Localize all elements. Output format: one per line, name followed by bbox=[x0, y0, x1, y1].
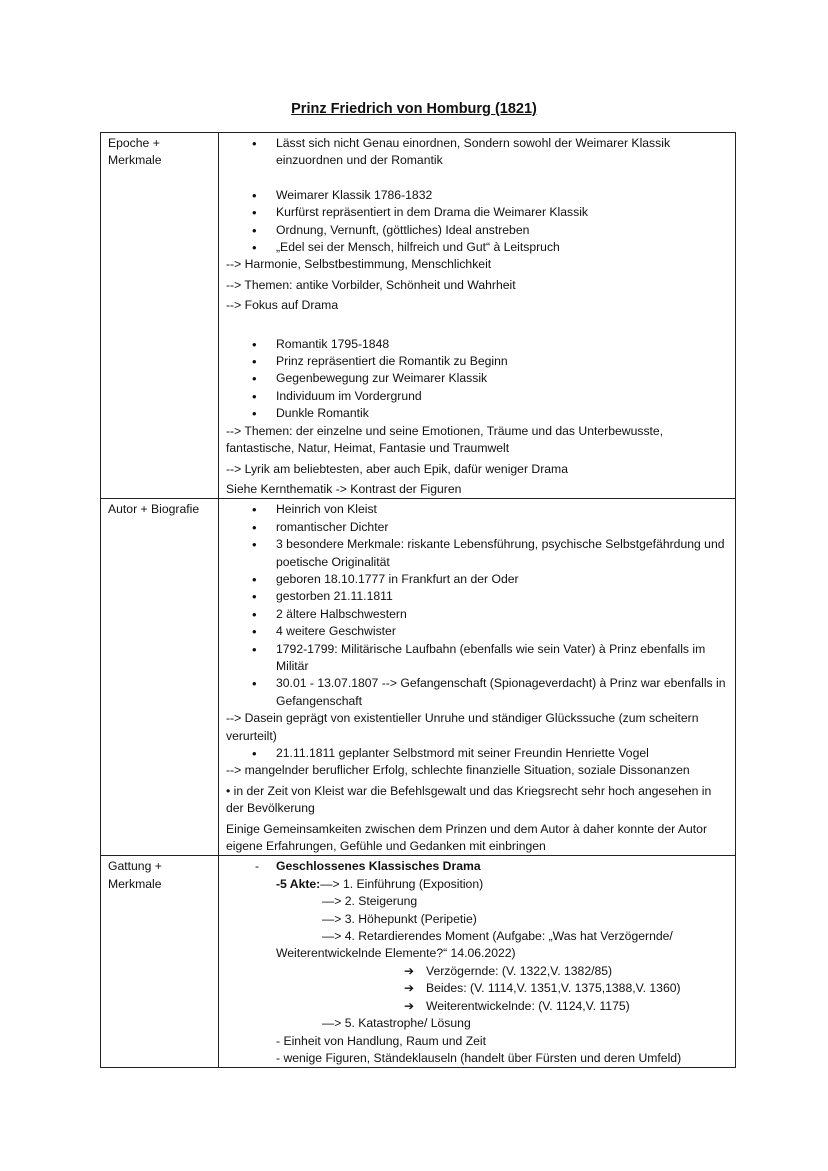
act-item: —> 2. Steigerung bbox=[322, 894, 418, 909]
row-content-epoche bbox=[219, 133, 736, 499]
list-item: • romantischer Dichter bbox=[226, 519, 729, 536]
list-item: • geboren 18.10.1777 in Frankfurt an der Oder bbox=[226, 571, 729, 588]
row-content-autor bbox=[219, 499, 736, 856]
text-line: --> Themen: der einzelne und seine Emotionen, Träume und das Unterbewusste, fantastische, Natur, Heimat, Fantasie und Traumwelt bbox=[226, 423, 664, 456]
act-item: —> 1. Einführung (Exposition) bbox=[320, 876, 484, 891]
list-item: • 3 besondere Merkmale: riskante Lebensführung, psychische Selbstgefährdung und poetische Originalität bbox=[226, 536, 729, 571]
table-row-autor bbox=[101, 499, 736, 856]
text-line: --> mangelnder beruflicher Erfolg, schlechte finanzielle Situation, soziale Dissonanzen bbox=[226, 763, 690, 778]
acts-line bbox=[226, 876, 729, 893]
list-item: • Gegenbewegung zur Weimarer Klassik bbox=[226, 370, 729, 387]
text-line: Siehe Kernthematik -> Kontrast der Figuren bbox=[226, 481, 462, 496]
list-item: • Romantik 1795-1848 bbox=[226, 336, 729, 353]
list-item: • 4 weitere Geschwister bbox=[226, 623, 729, 640]
row-label-gattung: Gattung + Merkmale bbox=[101, 856, 219, 1068]
sub-item: ➔ Verzögernde: (V. 1322,V. 1382/85) bbox=[226, 963, 729, 980]
act-item: —> 3. Höhepunkt (Peripetie) bbox=[322, 911, 477, 926]
list-item: • Dunkle Romantik bbox=[226, 405, 729, 422]
row-label-autor: Autor + Biografie bbox=[101, 499, 219, 856]
list-item: • „Edel sei der Mensch, hilfreich und Gut“ à Leitspruch bbox=[226, 239, 729, 256]
list-item: • Prinz repräsentiert die Romantik zu Beginn bbox=[226, 353, 729, 370]
sub-item: ➔ Beides: (V. 1114,V. 1351,V. 1375,1388,V. 1360) bbox=[226, 980, 729, 997]
table-row-gattung bbox=[101, 856, 736, 1068]
list-item: • 2 ältere Halbschwestern bbox=[226, 606, 729, 623]
text-line: - Einheit von Handlung, Raum und Zeit bbox=[276, 1033, 487, 1048]
list-item: • Kurfürst repräsentiert in dem Drama die Weimarer Klassik bbox=[226, 204, 729, 221]
text-line: --> Themen: antike Vorbilder, Schönheit und Wahrheit bbox=[226, 277, 516, 292]
list-item: • Lässt sich nicht Genau einordnen, Sondern sowohl der Weimarer Klassik einzuordnen und der Romantik bbox=[226, 135, 729, 170]
text-line: Einige Gemeinsamkeiten zwischen dem Prinzen und dem Autor à daher konnte der Autor eigene Erfahrungen, Gefühle und Gedanken mit einbringen bbox=[226, 821, 708, 854]
text-line: - wenige Figuren, Ständeklauseln (handelt über Fürsten und deren Umfeld) bbox=[276, 1050, 682, 1065]
bullet-list-intro bbox=[226, 135, 729, 170]
list-item: • Individuum im Vordergrund bbox=[226, 388, 729, 405]
text-line: --> Fokus auf Drama bbox=[226, 298, 339, 313]
list-item: • 30.01 - 13.07.1807 --> Gefangenschaft (Spionageverdacht) à Prinz war ebenfalls in Gefangenschaft bbox=[226, 675, 729, 710]
act-item: —> 5. Katastrophe/ Lösung bbox=[322, 1016, 471, 1031]
page-title: Prinz Friedrich von Homburg (1821) bbox=[291, 101, 537, 117]
list-item: • Heinrich von Kleist bbox=[226, 501, 729, 518]
drama-heading: - Geschlossenes Klassisches Drama bbox=[226, 858, 729, 875]
sub-item: ➔ Weiterentwickelnde: (V. 1124,V. 1175) bbox=[226, 998, 729, 1015]
notes-table bbox=[100, 132, 736, 1068]
text-line: --> Harmonie, Selbstbestimmung, Menschlichkeit bbox=[226, 257, 492, 272]
text-line: • in der Zeit von Kleist war die Befehlsgewalt und das Kriegsrecht sehr hoch angesehen in der Bevölkerung bbox=[226, 783, 712, 816]
list-item: • Weimarer Klassik 1786-1832 bbox=[226, 187, 729, 204]
list-item: • Ordnung, Vernunft, (göttliches) Ideal anstreben bbox=[226, 222, 729, 239]
bullet-list-biografie bbox=[226, 501, 729, 710]
text-line: --> Lyrik am beliebtesten, aber auch Epik, dafür weniger Drama bbox=[226, 461, 568, 476]
table-row-epoche bbox=[101, 133, 736, 499]
text-line: --> Dasein geprägt von existentieller Unruhe und ständiger Glückssuche (zum scheitern verurteilt) bbox=[226, 711, 699, 743]
bullet-list-romantik bbox=[226, 336, 729, 423]
act-item: —> 4. Retardierendes Moment (Aufgabe: „Was hat Verzögernde/ bbox=[322, 929, 673, 944]
bullet-list-tod bbox=[226, 745, 729, 762]
bullet-list-klassik bbox=[226, 187, 729, 257]
row-label-epoche: Epoche + Merkmale bbox=[101, 133, 219, 499]
act-item-continued: Weiterentwickelnde Elemente?“ 14.06.2022) bbox=[276, 946, 516, 961]
list-item: • gestorben 21.11.1811 bbox=[226, 588, 729, 605]
row-content-gattung bbox=[219, 856, 736, 1068]
acts-prefix: -5 Akte: bbox=[276, 876, 321, 891]
list-item: • 21.11.1811 geplanter Selbstmord mit seiner Freundin Henriette Vogel bbox=[226, 745, 729, 762]
list-item: • 1792-1799: Militärische Laufbahn (ebenfalls wie sein Vater) à Prinz ebenfalls im Militär bbox=[226, 641, 729, 676]
